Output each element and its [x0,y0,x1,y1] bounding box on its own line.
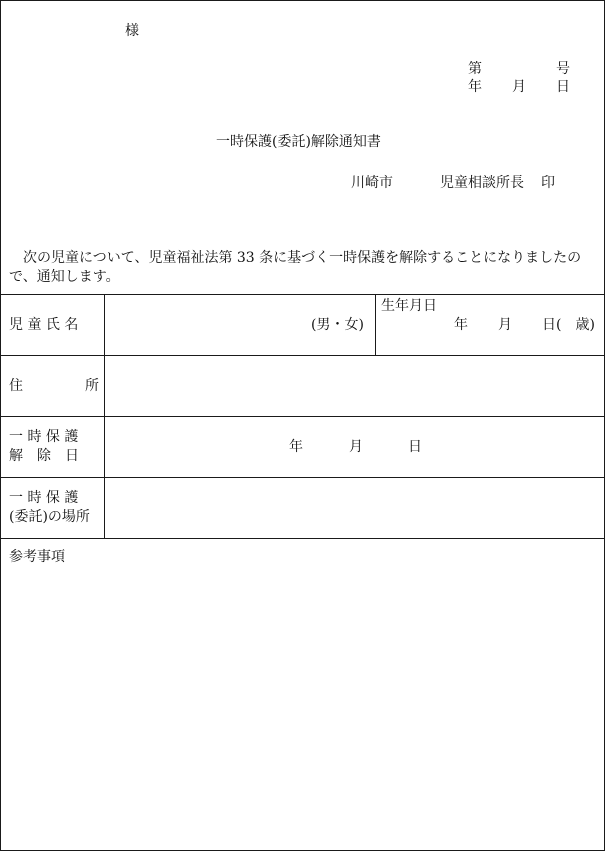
release-date-year: 年 [289,439,303,455]
sex-selector[interactable]: (男・女) [311,317,364,333]
issue-date-day: 日 [556,79,570,95]
release-date-label-line-2: 解 除 日 [9,448,79,464]
birthdate-day-age: 日( 歳) [542,317,595,333]
body-text-line-2: で、通知します。 [9,269,120,285]
notes-label: 参考事項 [9,549,65,565]
place-label-line-2: (委託)の場所 [9,509,90,525]
birthdate-column-divider [375,294,376,355]
address-label-right: 所 [85,378,99,394]
recipient-honorific: 様 [125,23,139,39]
document-title: 一時保護(委託)解除通知書 [216,134,381,150]
address-field[interactable] [105,356,603,416]
issue-date-month: 月 [512,79,526,95]
birthdate-label: 生年月日 [381,298,437,314]
address-label-left: 住 [9,378,23,394]
issuer-city: 川崎市 [351,175,393,191]
notes-field[interactable] [1,539,604,850]
issuer-office: 児童相談所長 [440,175,524,191]
issuer-seal: 印 [541,175,555,191]
place-field[interactable] [105,478,603,538]
place-label-line-1: 一 時 保 護 [9,490,79,506]
issue-date-year: 年 [468,79,482,95]
birthdate-year: 年 [454,317,468,333]
release-date-day: 日 [408,439,422,455]
document-number-prefix: 第 [468,61,482,77]
release-date-month: 月 [349,439,363,455]
child-name-label: 児 童 氏 名 [9,317,79,333]
document-number-suffix: 号 [556,61,570,77]
release-date-label-line-1: 一 時 保 護 [9,429,79,445]
birthdate-month: 月 [498,317,512,333]
body-text-line-1: 次の児童について、児童福祉法第 33 条に基づく一時保護を解除することになりましたの [23,250,582,266]
